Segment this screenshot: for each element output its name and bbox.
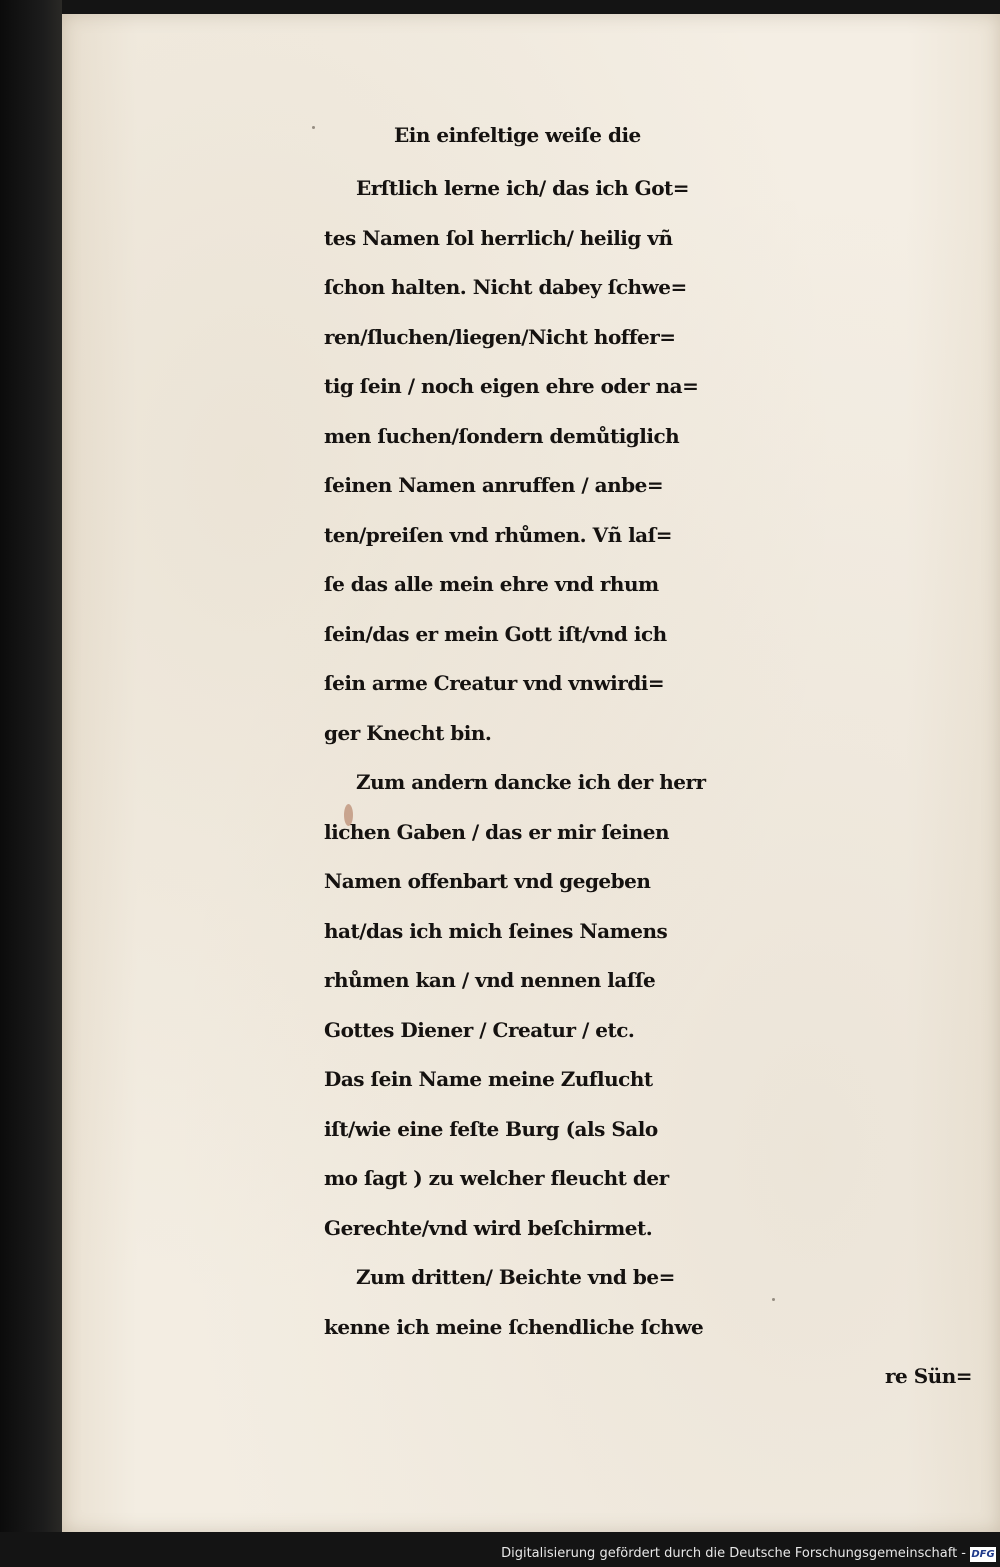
text-line: ſchon halten. Nicht dabey ſchwe= <box>324 275 687 299</box>
text-line: Gerechte/vnd wird beſchirmet. <box>324 1215 653 1240</box>
text-line: iſt/wie eine feſte Burg (als Salo <box>324 1116 658 1141</box>
text-line: tig ſein / noch eigen ehre oder na= <box>324 374 699 398</box>
text-line: ſeinen Namen anruffen / anbe= <box>324 473 664 497</box>
text-line: tes Namen ſol herrlich/ heilig vñ <box>324 225 673 250</box>
scan-background-edge <box>0 0 62 1567</box>
text-line: Zum dritten/ Beichte vnd be= <box>356 1265 675 1289</box>
page-heading: Ein einfeltige weiſe die <box>394 123 641 147</box>
text-line: ſe das alle mein ehre vnd rhum <box>324 572 659 596</box>
text-line: men ſuchen/ſondern demůtiglich <box>324 423 680 448</box>
text-line: ren/ſluchen/liegen/Nicht hoffer= <box>324 324 676 349</box>
dfg-logo: DFG <box>971 1549 995 1560</box>
text-line: ger Knecht bin. <box>324 720 492 745</box>
text-line: Gottes Diener / Creatur / etc. <box>324 1017 635 1042</box>
text-line: ſein/das er mein Gott iſt/vnd ich <box>324 621 667 646</box>
text-line: hat/das ich mich ſeines Namens <box>324 918 668 943</box>
footer-bar <box>0 1532 1000 1567</box>
catchword-line: re Sün= <box>884 1364 972 1388</box>
digitization-credit: Digitalisierung gefördert durch die Deutsche Forschungsgemeinschaft - <box>501 1546 966 1561</box>
text-line: ſein arme Creatur vnd vnwirdi= <box>324 671 665 695</box>
text-line: ten/preiſen vnd rhůmen. Vñ laſ= <box>324 522 673 547</box>
text-line: kenne ich meine ſchendliche ſchwe <box>324 1314 704 1339</box>
text-line: Erſtlich lerne ich/ das ich Got= <box>356 176 690 200</box>
text-line: Namen offenbart vnd gegeben <box>324 869 651 893</box>
text-line: mo ſagt ) zu welcher fleucht der <box>324 1166 669 1190</box>
paper-speck <box>312 126 315 129</box>
text-line: Zum andern dancke ich der herr <box>356 770 706 794</box>
page-text-block <box>324 106 984 1402</box>
text-line: Das ſein Name meine Zuflucht <box>324 1067 653 1091</box>
text-line: rhůmen kan / vnd nennen laſſe <box>324 968 656 992</box>
text-line: lichen Gaben / das er mir ſeinen <box>324 819 670 844</box>
book-page <box>62 14 1000 1532</box>
